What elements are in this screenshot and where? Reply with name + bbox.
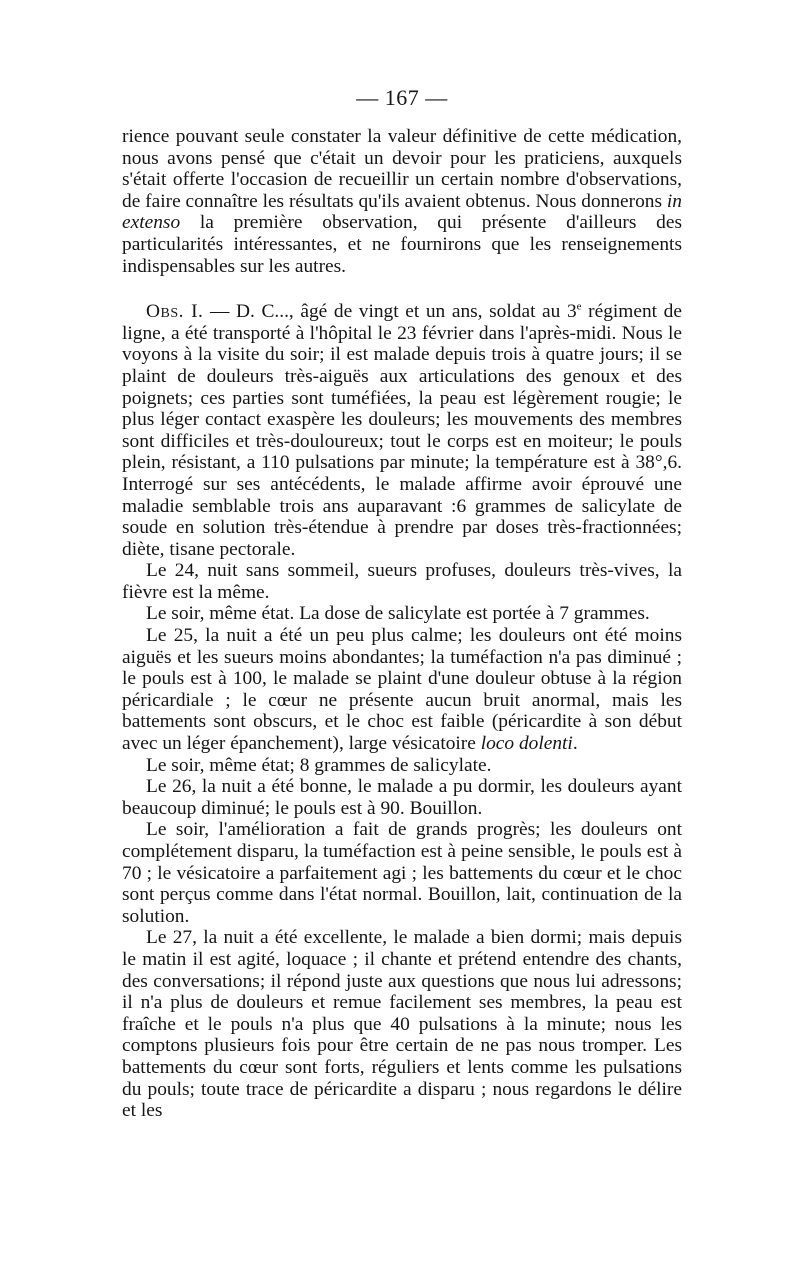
page-number: — 167 — (356, 85, 448, 110)
day-27-paragraph: Le 27, la nuit a été excellente, le malade a bien dormi; mais depuis le matin il est agité, loquace ; il chante et prétend entendre des chants, des conversations; il répond juste aux questions que nous lui adressons; il n'a plus de douleurs et remue facilement ses membres, la peau est fraîche et le pouls n'a plus que 40 pulsations à la minute; nous les comptons plusieurs fois pour être certain de ne pas nous tromper. Les battements du cœur sont forts, réguliers et lents comme les pulsations du pouls; toute trace de péricardite a disparu ; nous regardons le délire et les (122, 927, 682, 1122)
observation-paragraph: Obs. I. — D. C..., âgé de vingt et un ans, soldat au 3e régiment de ligne, a été transporté à l'hôpital le 23 février dans l'après-midi. Nous le voyons à la visite du soir; il est malade depuis trois à quatre jours; il se plaint de douleurs très-aiguës aux articulations des genoux et des poignets; ces parties sont tuméfiées, la peau est légèrement rougie; le plus léger contact exaspère les douleurs; les mouvements des membres sont difficiles et très-douloureux; tout le corps est en moiteur; le pouls plein, résistant, a 110 pulsations par minute; la température est à 38°,6. Interrogé sur ses antécédents, le malade affirme avoir éprouvé une maladie semblable trois ans auparavant :6 grammes de salicylate de soude en solution très-étendue à prendre par doses très-fractionnées; diète, tisane pectorale. (122, 300, 682, 560)
day-24-evening-paragraph: Le soir, même état. La dose de salicylate est portée à 7 grammes. (146, 603, 650, 625)
observation-label: Obs. I. (146, 301, 204, 323)
day-25-paragraph: Le 25, la nuit a été un peu plus calme; les douleurs ont été moins aiguës et les sueurs moins abondantes; la tuméfaction n'a pas diminué ; le pouls est à 100, le malade se plaint d'une douleur obtuse à la région péricardiale ; le cœur ne présente aucun bruit anormal, mais les battements sont obscurs, et le choc est faible (péricardite à son début avec un léger épanchement), large vésicatoire loco dolenti. (122, 625, 682, 755)
latin-phrase: loco dolenti (480, 733, 573, 755)
ordinal-superscript: e (576, 300, 582, 313)
book-page (122, 84, 682, 1122)
day-25-evening-paragraph: Le soir, même état; 8 grammes de salicylate. (146, 754, 492, 776)
day-26-evening-paragraph: Le soir, l'amélioration a fait de grands progrès; les douleurs ont complétement disparu, la tuméfaction est à peine sensible, le pouls est à 70 ; le vésicatoire a parfaitement agi ; les battements du cœur et le choc sont perçus comme dans l'état normal. Bouillon, lait, continuation de la solution. (122, 819, 682, 927)
intro-paragraph: rience pouvant seule constater la valeur définitive de cette médication, nous avons pensé que c'était un devoir pour les praticiens, auxquels s'était offerte l'occasion de recueillir un certain nombre d'observations, de faire connaître les résultats qu'ils avaient obtenus. Nous donnerons in extenso la première observation, qui présente d'ailleurs des particularités intéressantes, et ne fournirons que les renseignements indispensables sur les autres. (122, 126, 682, 277)
day-26-paragraph: Le 26, la nuit a été bonne, le malade a pu dormir, les douleurs ayant beaucoup diminué; le pouls est à 90. Bouillon. (122, 776, 682, 819)
day-24-paragraph: Le 24, nuit sans sommeil, sueurs profuses, douleurs très-vives, la fièvre est la même. (122, 560, 682, 603)
latin-phrase: in extenso (122, 190, 682, 234)
